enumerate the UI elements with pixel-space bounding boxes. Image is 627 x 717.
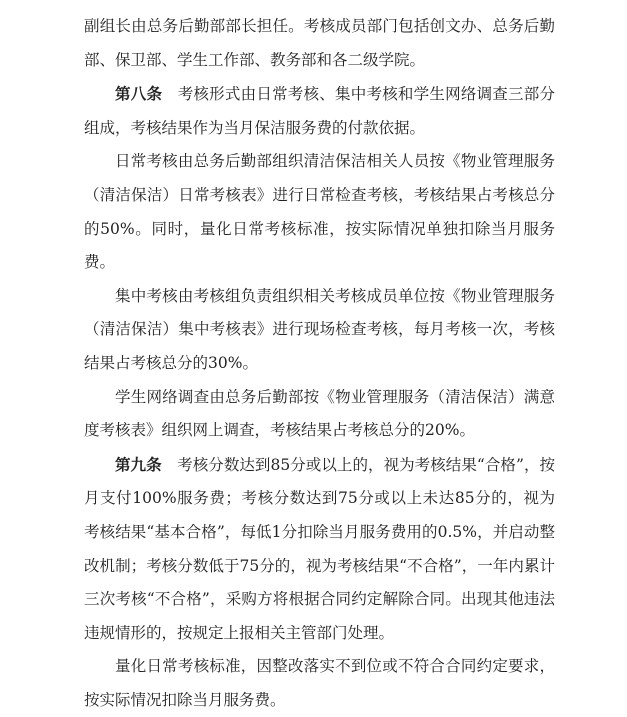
article-label: 第八条 bbox=[115, 84, 163, 104]
paragraph-text: 量化日常考核标准，因整改落实不到位或不符合合同约定要求，按实际情况扣除当月服务费。 bbox=[84, 657, 555, 709]
paragraph-text: 考核分数达到85分或以上的，视为考核结果“合格”，按月支付100%服务费；考核分数达到75分或以上未达85分的，视为考核结果“基本合格”，每低1分扣除当月服务费用的0.5%，并启动整改机制；考核分数低于75分的，视为考核结果“不合格”，一年内累计三次考核“不合格”，采购方将根据合同约定解除合同。出现其他违法违规情形的，按规定上报相关主管部门处理。 bbox=[84, 455, 555, 642]
paragraph-text: 考核形式由日常考核、集中考核和学生网络调查三部分组成，考核结果作为当月保洁服务费的付款依据。 bbox=[84, 85, 555, 137]
article-label: 第九条 bbox=[115, 454, 162, 474]
paragraph-article-9 bbox=[84, 448, 555, 651]
paragraph-deduction-rule bbox=[84, 650, 555, 717]
paragraph-daily-assessment bbox=[84, 145, 555, 279]
paragraph-article-8 bbox=[84, 77, 555, 145]
paragraph-text: 日常考核由总务后勤部组织清洁保洁相关人员按《物业管理服务（清洁保洁）日常考核表》进行日常检查考核，考核结果占考核总分的50%。同时，量化日常考核标准，按实际情况单独扣除当月服务费。 bbox=[84, 152, 555, 272]
paragraph-text: 集中考核由考核组负责组织相关考核成员单位按《物业管理服务（清洁保洁）集中考核表》进行现场检查考核，每月考核一次，考核结果占考核总分的30%。 bbox=[84, 286, 555, 372]
paragraph-student-survey bbox=[84, 381, 555, 448]
paragraph-continuation bbox=[84, 10, 555, 77]
paragraph-text: 学生网络调查由总务后勤部按《物业管理服务（清洁保洁）满意度考核表》组织网上调查，考核结果占考核总分的20%。 bbox=[84, 387, 555, 440]
paragraph-text: 副组长由总务后勤部部长担任。考核成员部门包括创文办、总务后勤部、保卫部、学生工作部、教务部和各二级学院。 bbox=[84, 17, 555, 69]
paragraph-centralized-assessment bbox=[84, 280, 555, 381]
